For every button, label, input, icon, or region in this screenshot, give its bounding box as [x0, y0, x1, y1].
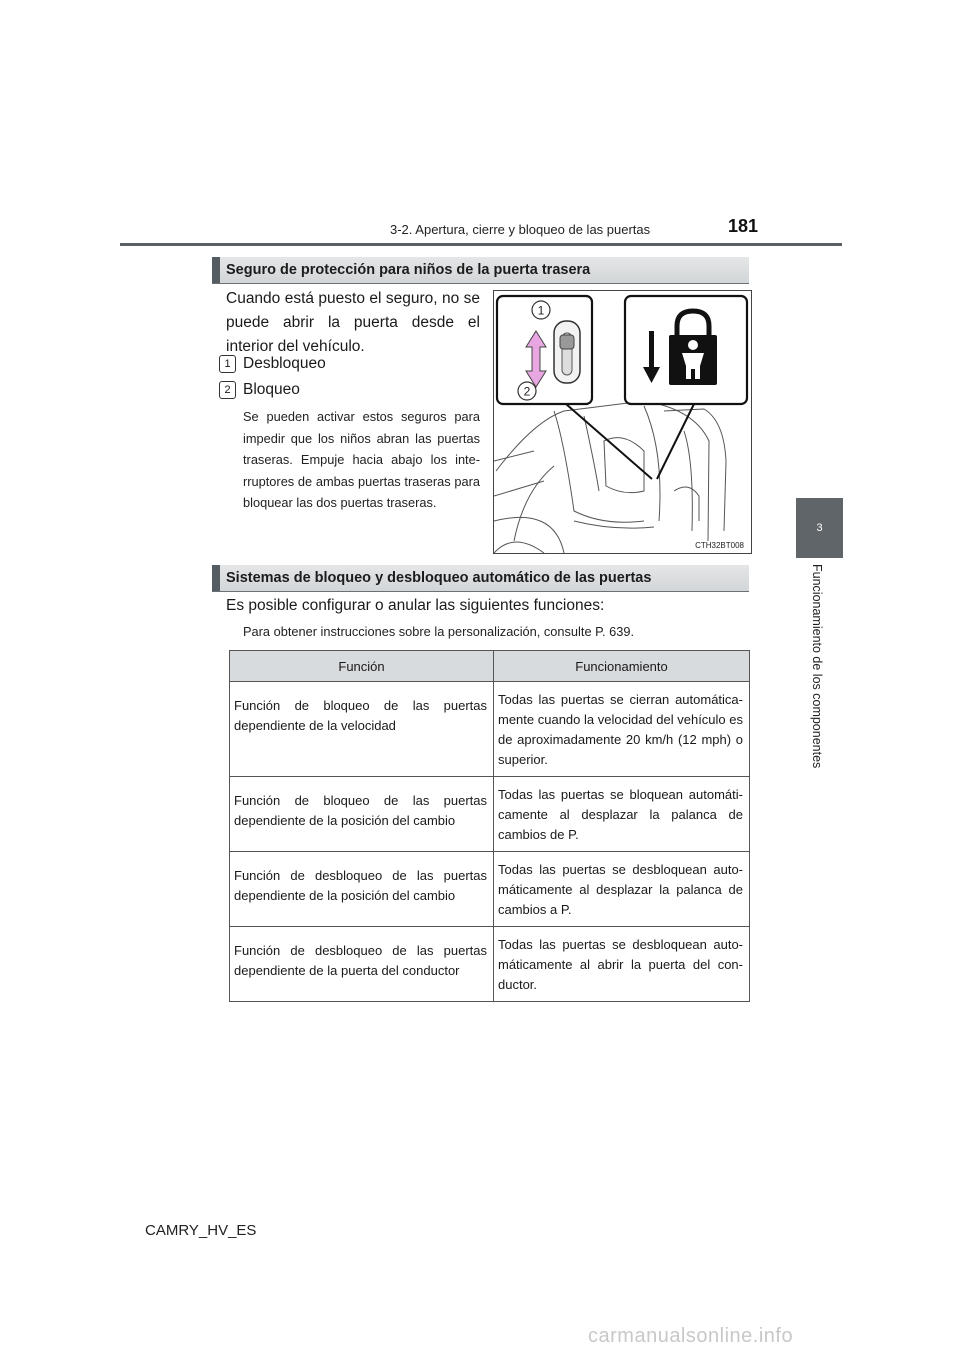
function-table [229, 650, 750, 1002]
chapter-label: Funcionamiento de los componentes [810, 564, 824, 769]
section-heading-auto-lock [212, 565, 749, 592]
table-cell-operation: Todas las puertas se bloquean automáti-camente al desplazar la palanca de cambios de P. [494, 777, 750, 852]
table-header-function: Función [230, 651, 494, 682]
table-cell-function: Función de desbloqueo de las puertas dependiente de la posición del cambio [230, 852, 494, 927]
child-lock-note: Se pueden activar estos seguros para impedir que los niños abran las puertas traseras. Empuje hacia abajo los inte-rruptores de ambas puertas traseras para bloquear las dos puertas traseras. [243, 409, 480, 510]
item-number-badge: 2 [219, 381, 236, 399]
section-heading-text: Sistemas de bloqueo y desbloqueo automático de las puertas [226, 570, 652, 586]
table-row [230, 927, 750, 1002]
table-row [230, 777, 750, 852]
section-heading-child-lock [212, 257, 749, 284]
auto-lock-note: Para obtener instrucciones sobre la personalización, consulte P. 639. [243, 624, 635, 639]
section-heading-text: Seguro de protección para niños de la puerta trasera [226, 262, 591, 278]
table-cell-function: Función de bloqueo de las puertas dependiente de la velocidad [230, 682, 494, 777]
table-row [230, 682, 750, 777]
table-header-operation: Funcionamiento [494, 651, 750, 682]
header-divider [120, 243, 842, 246]
table-row [230, 852, 750, 927]
table-cell-operation: Todas las puertas se desbloquean auto-máticamente al desplazar la palanca de cambios a P. [494, 852, 750, 927]
table-cell-function: Función de desbloqueo de las puertas dependiente de la puerta del conductor [230, 927, 494, 1002]
table-cell-operation: Todas las puertas se desbloquean auto-máticamente al abrir la puerta del con-ductor. [494, 927, 750, 1002]
table-cell-operation: Todas las puertas se cierran automática-mente cuando la velocidad del vehículo es de aproximadamente 20 km/h (12 mph) o superior. [494, 682, 750, 777]
child-lock-intro: Cuando está puesto el seguro, no se puede abrir la puerta desde el interior del vehículo. [226, 290, 480, 355]
table-header-row [230, 651, 750, 682]
figure-code: CTH32BT008 [695, 541, 744, 550]
table-cell-function: Función de bloqueo de las puertas dependiente de la posición del cambio [230, 777, 494, 852]
header-section-title: 3-2. Apertura, cierre y bloqueo de las puertas [390, 222, 651, 237]
chapter-tab: 3 [796, 498, 843, 558]
item-number-badge: 1 [219, 355, 236, 373]
item-label-lock: Bloqueo [243, 381, 300, 398]
page-number: 181 [728, 216, 759, 236]
footer-model-code: CAMRY_HV_ES [145, 1222, 257, 1239]
figure-callout-1: 1 [537, 303, 545, 318]
figure-callout-2: 2 [523, 384, 531, 399]
door-illustration-svg [494, 291, 751, 553]
item-label-unlock: Desbloqueo [243, 355, 326, 372]
watermark: carmanualsonline.info [588, 1325, 794, 1347]
child-lock-illustration [493, 290, 752, 554]
auto-lock-intro: Es posible configurar o anular las siguientes funciones: [226, 597, 605, 614]
